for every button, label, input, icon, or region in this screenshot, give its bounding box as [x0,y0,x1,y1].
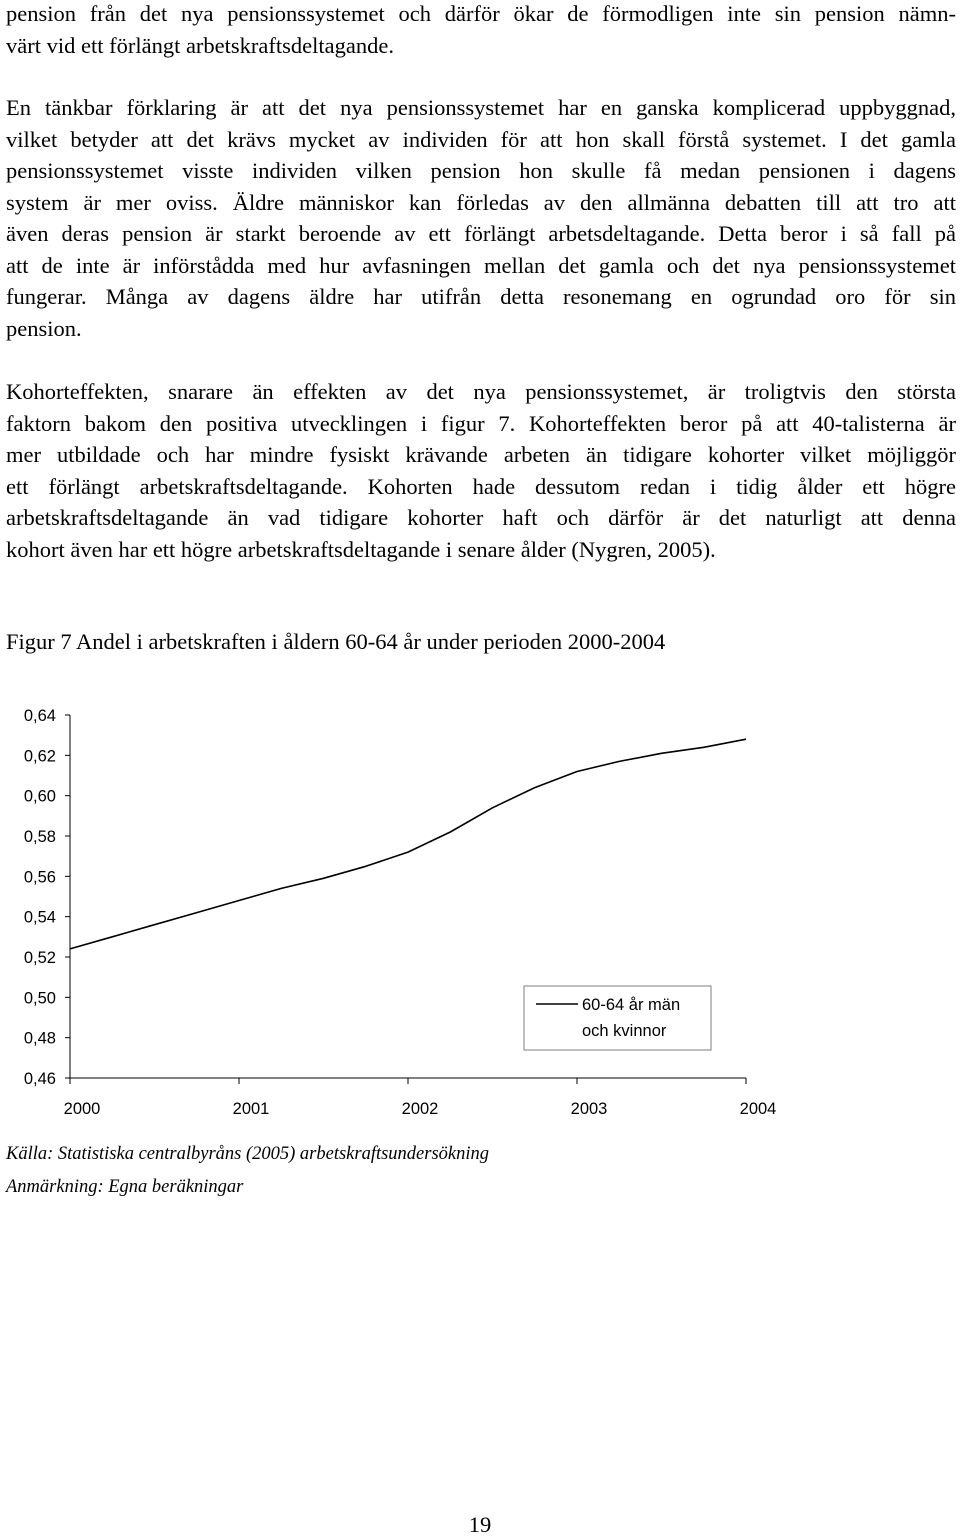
y-tick-label: 0,48 [23,1029,56,1048]
paragraph-line: vilket betyder att det krävs mycket av individen för att hon skall förstå systemet. I det gamla [6,126,956,152]
paragraph-line: pensionssystemet visste individen vilken pension hon skulle få medan pensionen i dagens [6,158,956,183]
paragraph-line: En tänkbar förklaring är att det nya pensionssystemet har en ganska komplicerad uppbyggnad, [6,95,956,120]
legend-label-line-1: 60-64 år män [582,996,681,1014]
y-tick-label: 0,50 [23,989,56,1008]
paragraph-line: Kohorteffekten, snarare än effekten av det nya pensionssystemet, är troligtvis den största [6,379,956,404]
x-tick-label: 2001 [232,1100,270,1118]
paragraph-line: pension. [6,315,82,341]
x-tick-label: 2000 [63,1100,101,1118]
paragraph-line: kohort även har ett högre arbetskraftsdeltagande i senare ålder (Nygren, 2005). [6,536,716,562]
paragraph-line: pension från det nya pensionssystemet och därför ökar de förmodligen inte sin pension nämn- [6,1,956,26]
x-ticks [64,1078,777,1118]
legend [524,986,711,1050]
y-tick-label: 0,52 [23,949,56,967]
y-tick-label: 0,60 [23,787,56,806]
paragraph-line: även deras pension är starkt beroende av ett förlängt arbetsdeltagande. Detta beror i så fall på [6,221,956,246]
y-tick-label: 0,56 [23,868,56,887]
y-tick-label: 0,46 [23,1070,56,1088]
paragraph-line: ett förlängt arbetskraftsdeltagande. Kohorten hade dessutom redan i tidig ålder ett högre [6,473,956,499]
y-tick-label: 0,54 [23,908,56,927]
figure-source-note: Källa: Statistiska centralbyråns (2005) arbetskraftsundersökning [6,1144,490,1164]
x-tick-label: 2004 [739,1100,777,1118]
paragraph-line: mer utbildade och har mindre fysiskt krävande arbeten än tidigare kohorter vilket möjliggör [6,442,956,467]
paragraph-line: fungerar. Många av dagens äldre har utifrån detta resonemang en ogrundad oro för sin [6,284,956,309]
legend-label-line-2: och kvinnor [582,1022,667,1040]
paragraph-line: att de inte är införstådda med hur avfasningen mellan det gamla och det nya pensionssystemet [6,252,956,278]
page-number: 19 [468,1512,492,1537]
paragraph-line: system är mer oviss. Äldre människor kan förledas av den allmänna debatten till att tro att [6,189,956,215]
figure-title: Figur 7 Andel i arbetskraften i åldern 60-64 år under perioden 2000-2004 [6,629,666,654]
x-tick-label: 2003 [570,1100,608,1118]
x-tick-label: 2002 [401,1100,439,1118]
series-line-0 [70,739,746,949]
series [70,739,746,949]
paragraph-line: värt vid ett förlängt arbetskraftsdeltagande. [6,32,394,58]
y-ticks [24,707,70,1088]
paragraph-line: arbetskraftsdeltagande än vad tidigare kohorter haft och därför är det naturligt att denna [6,505,956,530]
paragraph-line: faktorn bakom den positiva utvecklingen i figur 7. Kohorteffekten beror på att 40-talisterna är [6,410,956,436]
y-tick-label: 0,58 [23,828,56,846]
y-tick-label: 0,64 [23,707,56,725]
figure-remark-note: Anmärkning: Egna beräkningar [6,1177,244,1197]
y-tick-label: 0,62 [23,747,56,766]
